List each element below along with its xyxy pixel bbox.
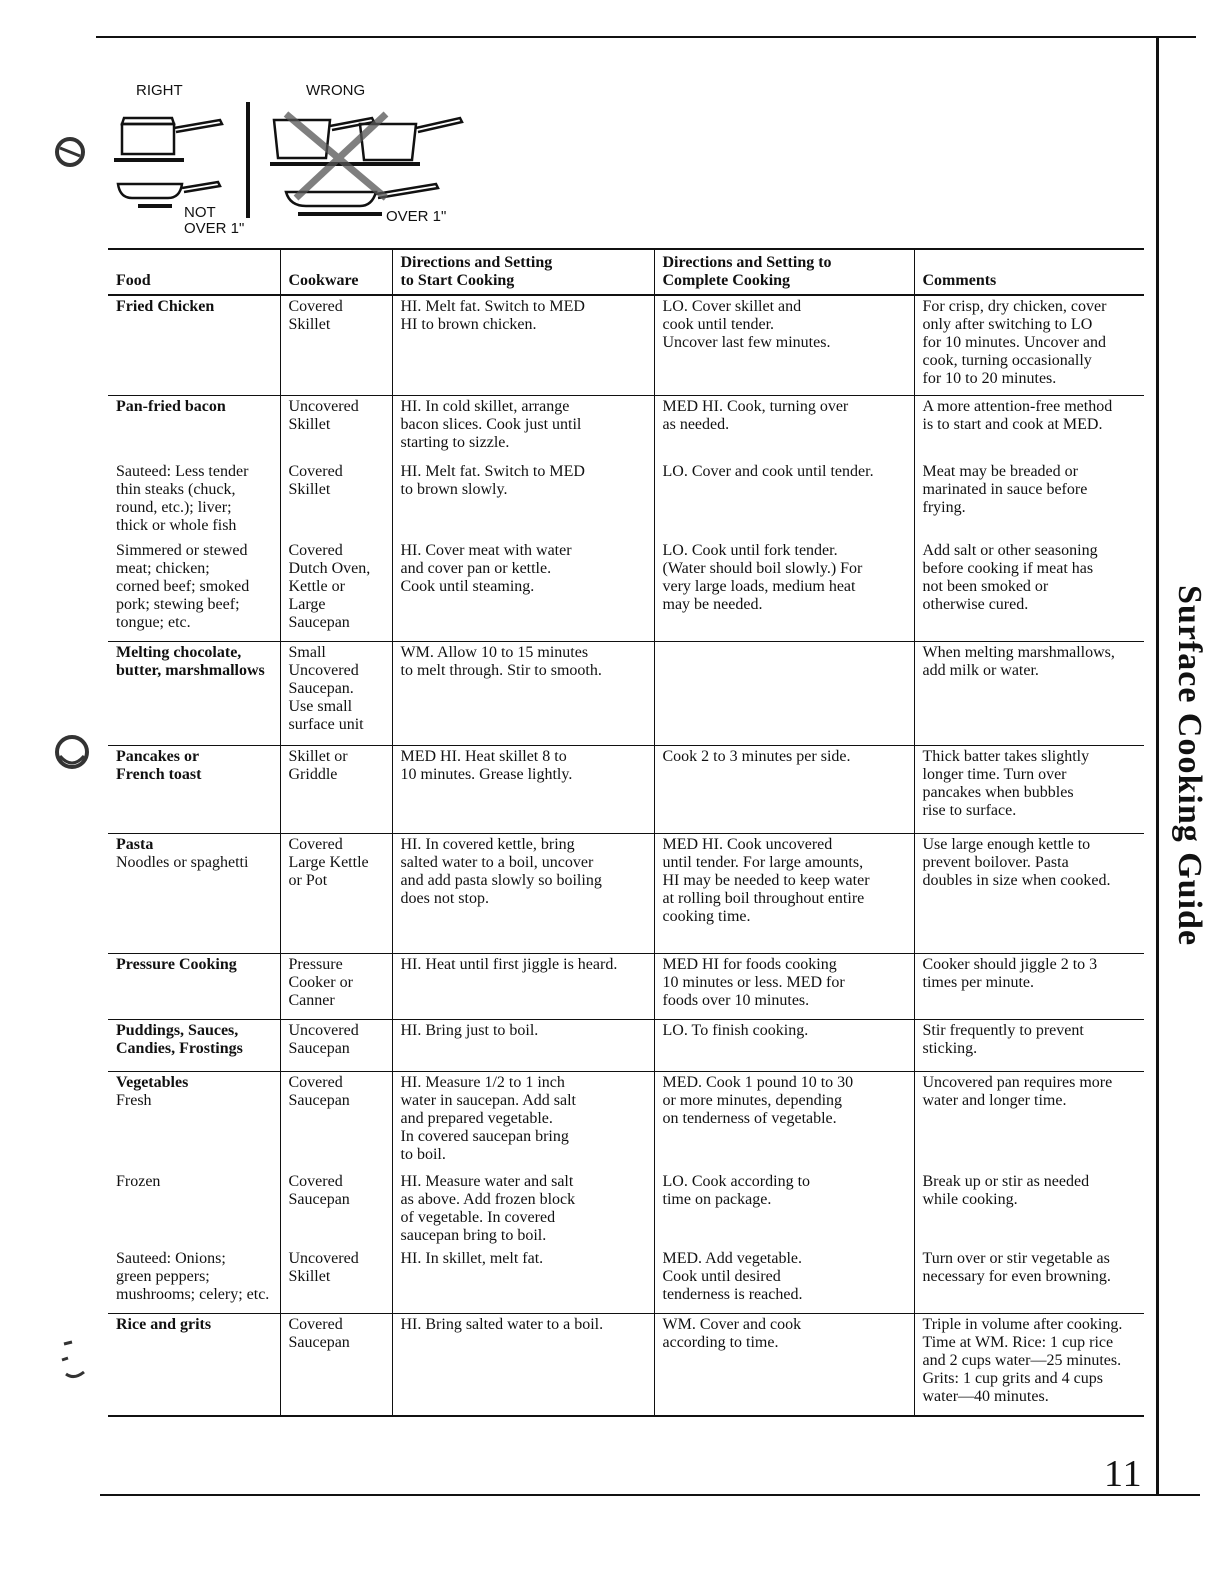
cell-start (392, 954, 654, 1020)
header-complete-cooking (654, 249, 914, 295)
cell-cookware (280, 1248, 392, 1314)
cell-cookware (280, 396, 392, 462)
cookware-text: Covered Saucepan (288, 1074, 350, 1109)
right-label: RIGHT (136, 82, 183, 99)
table-row (108, 1020, 1144, 1072)
table-row (108, 746, 1144, 834)
margin-mark-icon (58, 1336, 88, 1382)
cell-complete (654, 1314, 914, 1417)
cookware-text: Pressure Cooker or Canner (288, 956, 353, 1009)
cookware-text: Small Uncovered Saucepan. Use small surface unit (288, 644, 364, 733)
cell-complete (654, 540, 914, 642)
cell-cookware (280, 295, 392, 396)
complete-text: LO. Cover and cook until tender. (662, 463, 874, 480)
start-text: HI. Bring just to boil. (400, 1022, 539, 1039)
cell-complete (654, 461, 914, 540)
cell-food (108, 954, 280, 1020)
food-text: Melting chocolate, butter, marshmallows (116, 644, 265, 679)
over-label: OVER 1" (386, 208, 447, 225)
not-over-label: NOT (184, 204, 216, 221)
cell-complete (654, 1171, 914, 1248)
food-group-title: Vegetables (116, 1074, 189, 1091)
cookware-text: Uncovered Skillet (288, 1250, 359, 1285)
cell-food (108, 295, 280, 396)
cell-complete (654, 396, 914, 462)
table-row (108, 540, 1144, 642)
complete-text: MED. Add vegetable. Cook until desired tenderness is reached. (662, 1250, 803, 1303)
cell-start (392, 642, 654, 746)
header-start-line-1: Directions and Setting (400, 254, 553, 271)
table-header-row (108, 249, 1144, 295)
cell-cookware (280, 1171, 392, 1248)
cookware-text: Covered Saucepan (288, 1316, 350, 1351)
complete-text: MED HI. Cook uncovered until tender. For large amounts, HI may be needed to keep water at rolling boil throughout entire cooking time. (662, 836, 870, 925)
comments-text: Use large enough kettle to prevent boilover. Pasta doubles in size when cooked. (922, 836, 1111, 889)
bottom-rule (100, 1494, 1200, 1496)
table-row (108, 396, 1144, 462)
cell-start (392, 396, 654, 462)
wrong-label: WRONG (306, 82, 366, 99)
comments-text: Break up or stir as needed while cooking. (922, 1173, 1090, 1208)
complete-text: LO. Cook according to time on package. (662, 1173, 811, 1208)
top-rule (96, 36, 1196, 38)
cookware-text: Uncovered Skillet (288, 398, 359, 433)
cell-food (108, 461, 280, 540)
cell-start (392, 1248, 654, 1314)
food-text: Noodles or spaghetti (116, 854, 249, 871)
cell-start (392, 1171, 654, 1248)
cell-food (108, 1314, 280, 1417)
right-skillet-icon (118, 182, 220, 206)
comments-text: Meat may be breaded or marinated in sauce before frying. (922, 463, 1088, 516)
comments-text: Stir frequently to prevent sticking. (922, 1022, 1084, 1057)
table-row (108, 1314, 1144, 1417)
comments-text: A more attention-free method is to start and cook at MED. (922, 398, 1113, 433)
cell-food (108, 1171, 280, 1248)
complete-text: MED HI for foods cooking 10 minutes or less. MED for foods over 10 minutes. (662, 956, 845, 1009)
cell-comments (914, 1171, 1144, 1248)
cell-complete (654, 1248, 914, 1314)
cell-complete (654, 746, 914, 834)
cell-comments (914, 540, 1144, 642)
complete-text: WM. Cover and cook according to time. (662, 1316, 802, 1351)
start-text: HI. Measure water and salt as above. Add frozen block of vegetable. In covered saucepan bring to boil. (400, 1173, 576, 1244)
cell-start (392, 1020, 654, 1072)
start-text: HI. In cold skillet, arrange bacon slices. Cook just until starting to sizzle. (400, 398, 582, 451)
header-complete-line-2: Complete Cooking (662, 272, 791, 289)
cell-cookware (280, 834, 392, 954)
table-row (108, 1072, 1144, 1172)
food-text: Pan-fried bacon (116, 398, 226, 415)
cookware-text: Covered Large Kettle or Pot (288, 836, 369, 889)
cell-comments (914, 1020, 1144, 1072)
complete-text: LO. Cook until fork tender. (Water should boil slowly.) For very large loads, medium heat may be needed. (662, 542, 863, 613)
header-complete-line-1: Directions and Setting to (662, 254, 832, 271)
wrong-cross-icon (286, 114, 386, 198)
pan-placement-diagram (110, 80, 470, 240)
cell-comments (914, 1248, 1144, 1314)
cell-cookware (280, 1072, 392, 1172)
header-food: Food (108, 249, 280, 295)
table-row (108, 954, 1144, 1020)
cell-start (392, 540, 654, 642)
cell-food (108, 1072, 280, 1172)
cell-complete (654, 642, 914, 746)
cookware-text: Uncovered Saucepan (288, 1022, 359, 1057)
start-text: HI. Melt fat. Switch to MED to brown slowly. (400, 463, 585, 498)
start-text: HI. Bring salted water to a boil. (400, 1316, 604, 1333)
cell-comments (914, 1072, 1144, 1172)
cell-food (108, 1020, 280, 1072)
cell-cookware (280, 1020, 392, 1072)
table-row (108, 834, 1144, 954)
cell-cookware (280, 1314, 392, 1417)
cell-start (392, 746, 654, 834)
cell-cookware (280, 954, 392, 1020)
food-text: Frozen (116, 1173, 161, 1190)
complete-text: LO. Cover skillet and cook until tender. Uncover last few minutes. (662, 298, 831, 351)
cell-comments (914, 295, 1144, 396)
cell-cookware (280, 461, 392, 540)
start-text: HI. In skillet, melt fat. (400, 1250, 544, 1267)
page-number: 11 (1104, 1453, 1143, 1495)
complete-text: MED. Cook 1 pound 10 to 30 or more minutes, depending on tenderness of vegetable. (662, 1074, 854, 1127)
cell-food (108, 642, 280, 746)
cell-start (392, 295, 654, 396)
start-text: HI. Cover meat with water and cover pan or kettle. Cook until steaming. (400, 542, 572, 595)
cookware-text: Covered Saucepan (288, 1173, 350, 1208)
start-text: HI. Heat until first jiggle is heard. (400, 956, 618, 973)
food-text: Fresh (116, 1092, 152, 1109)
food-text: Puddings, Sauces, Candies, Frostings (116, 1022, 243, 1057)
cell-food (108, 540, 280, 642)
cell-food (108, 746, 280, 834)
right-rule (1156, 36, 1159, 1496)
comments-text: Add salt or other seasoning before cooking if meat has not been smoked or otherwise cured. (922, 542, 1098, 613)
table-row (108, 1171, 1144, 1248)
cell-start (392, 1314, 654, 1417)
cell-food (108, 834, 280, 954)
cookware-text: Skillet or Griddle (288, 748, 348, 783)
cell-complete (654, 295, 914, 396)
start-text: HI. Measure 1/2 to 1 inch water in saucepan. Add salt and prepared vegetable. In covered saucepan bring to boil. (400, 1074, 576, 1163)
complete-text: LO. To finish cooking. (662, 1022, 809, 1039)
comments-text: Triple in volume after cooking. Time at WM. Rice: 1 cup rice and 2 cups water—25 minutes. Grits: 1 cup grits and 4 cups water—40 minutes. (922, 1316, 1123, 1405)
cell-start (392, 1072, 654, 1172)
start-text: WM. Allow 10 to 15 minutes to melt through. Stir to smooth. (400, 644, 602, 679)
cell-cookware (280, 746, 392, 834)
comments-text: For crisp, dry chicken, cover only after switching to LO for 10 minutes. Uncover and cook, turning occasionally for 10 to 20 minutes. (922, 298, 1107, 387)
food-text: Pressure Cooking (116, 956, 237, 973)
cell-complete (654, 834, 914, 954)
food-text: Sauteed: Onions; green peppers; mushrooms; celery; etc. (116, 1250, 270, 1303)
food-group-title: Pasta (116, 836, 154, 853)
header-start-line-2: to Start Cooking (400, 272, 515, 289)
complete-text: Cook 2 to 3 minutes per side. (662, 748, 851, 765)
start-text: HI. In covered kettle, bring salted water to a boil, uncover and add pasta slowly so boiling does not stop. (400, 836, 602, 907)
cell-complete (654, 1072, 914, 1172)
cell-start (392, 834, 654, 954)
cookware-text: Covered Skillet (288, 463, 343, 498)
table-body (108, 295, 1144, 1416)
cell-start (392, 461, 654, 540)
header-comments: Comments (914, 249, 1144, 295)
cell-cookware (280, 540, 392, 642)
start-text: MED HI. Heat skillet 8 to 10 minutes. Grease lightly. (400, 748, 573, 783)
food-text: Rice and grits (116, 1316, 212, 1333)
cell-complete (654, 1020, 914, 1072)
table-row (108, 642, 1144, 746)
comments-text: Thick batter takes slightly longer time. Turn over pancakes when bubbles rise to surface. (922, 748, 1090, 819)
cell-comments (914, 461, 1144, 540)
not-over-label-2: OVER 1" (184, 220, 245, 237)
cell-comments (914, 642, 1144, 746)
food-text: Fried Chicken (116, 298, 215, 315)
comments-text: Uncovered pan requires more water and longer time. (922, 1074, 1113, 1109)
cell-cookware (280, 642, 392, 746)
table-row (108, 461, 1144, 540)
cell-comments (914, 834, 1144, 954)
cell-comments (914, 1314, 1144, 1417)
header-cookware: Cookware (280, 249, 392, 295)
header-start-cooking (392, 249, 654, 295)
start-text: HI. Melt fat. Switch to MED HI to brown chicken. (400, 298, 585, 333)
cookware-text: Covered Skillet (288, 298, 343, 333)
table-row (108, 1248, 1144, 1314)
comments-text: When melting marshmallows, add milk or water. (922, 644, 1115, 679)
complete-text: MED HI. Cook, turning over as needed. (662, 398, 849, 433)
section-title: Surface Cooking Guide (1171, 585, 1208, 947)
margin-mark-icon (52, 730, 92, 774)
cell-comments (914, 954, 1144, 1020)
margin-mark-icon (50, 134, 90, 170)
surface-cooking-table (108, 248, 1144, 1417)
food-text: Sauteed: Less tender thin steaks (chuck, round, etc.); liver; thick or whole fish (116, 463, 249, 534)
food-text: Pancakes or French toast (116, 748, 202, 783)
comments-text: Cooker should jiggle 2 to 3 times per minute. (922, 956, 1098, 991)
comments-text: Turn over or stir vegetable as necessary for even browning. (922, 1250, 1111, 1285)
food-text: Simmered or stewed meat; chicken; corned beef; smoked pork; stewing beef; tongue; etc. (116, 542, 250, 631)
cell-comments (914, 396, 1144, 462)
cell-comments (914, 746, 1144, 834)
right-saucepan-icon (114, 118, 222, 160)
cookware-text: Covered Dutch Oven, Kettle or Large Saucepan (288, 542, 371, 631)
cell-food (108, 1248, 280, 1314)
cell-food (108, 396, 280, 462)
table-row (108, 295, 1144, 396)
cell-complete (654, 954, 914, 1020)
